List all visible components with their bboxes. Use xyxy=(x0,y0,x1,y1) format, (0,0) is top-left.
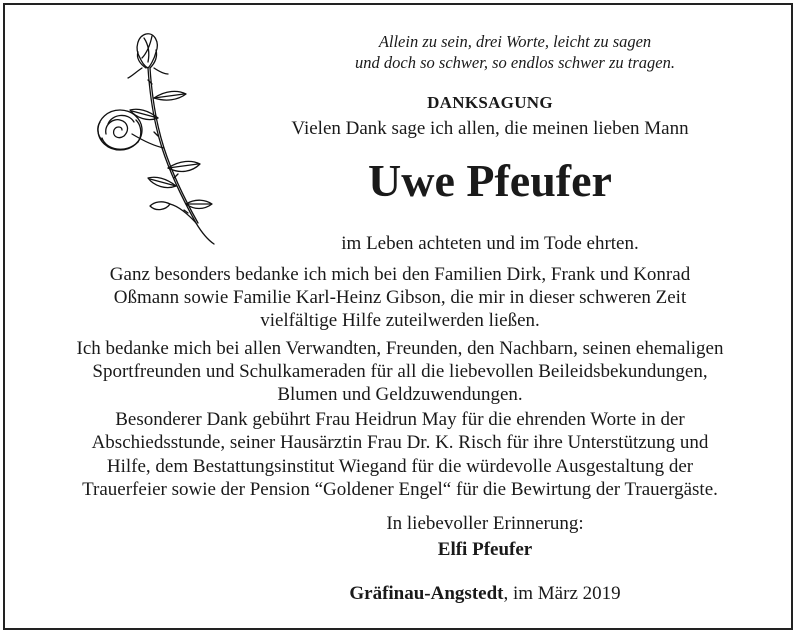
body-line: Oßmann sowie Familie Karl-Heinz Gibson, die mir in dieser schweren Zeit xyxy=(113,287,687,308)
date-text: , im März 2019 xyxy=(503,583,621,604)
body-line: Hilfe, dem Bestattungsinstitut Wiegand für die würdevolle Ausgestaltung der xyxy=(106,456,694,477)
heading: DANKSAGUNG xyxy=(427,93,553,112)
body-line: Ganz besonders bedanke ich mich bei den Familien Dirk, Frank und Konrad xyxy=(109,264,691,285)
deceased-name: Uwe Pfeufer xyxy=(368,155,612,206)
body-line: vielfältige Hilfe zuteilwerden ließen. xyxy=(260,310,540,331)
signature-name: Elfi Pfeufer xyxy=(437,539,533,560)
body-line: Abschiedsstunde, seiner Hausärztin Frau Dr. K. Risch für ihre Unterstützung und xyxy=(91,432,709,453)
body-line: Besonderer Dank gebührt Frau Heidrun May für die ehrenden Worte in der xyxy=(115,409,685,430)
closing-line: In liebevoller Erinnerung: xyxy=(386,513,584,534)
intro-text: Vielen Dank sage ich allen, die meinen lieben Mann xyxy=(291,118,689,139)
verse-line-1: Allein zu sein, drei Worte, leicht zu sagen xyxy=(378,32,652,51)
body-line: Sportfreunden und Schulkameraden für all die liebevollen Beileidsbekundungen, xyxy=(92,361,708,382)
place-date-line xyxy=(330,583,640,605)
place-name: Gräfinau-Angstedt xyxy=(349,583,504,604)
after-name-text: im Leben achteten und im Tode ehrten. xyxy=(341,233,639,254)
rose-illustration xyxy=(78,28,228,250)
body-line: Blumen und Geldzuwendungen. xyxy=(277,384,523,405)
body-line: Ich bedanke mich bei allen Verwandten, Freunden, den Nachbarn, seinen ehemaligen xyxy=(76,338,724,359)
verse-line-2: und doch so schwer, so endlos schwer zu tragen. xyxy=(355,53,675,72)
body-line: Trauerfeier sowie der Pension “Goldener Engel“ für die Bewirtung der Trauergäste. xyxy=(82,479,718,500)
